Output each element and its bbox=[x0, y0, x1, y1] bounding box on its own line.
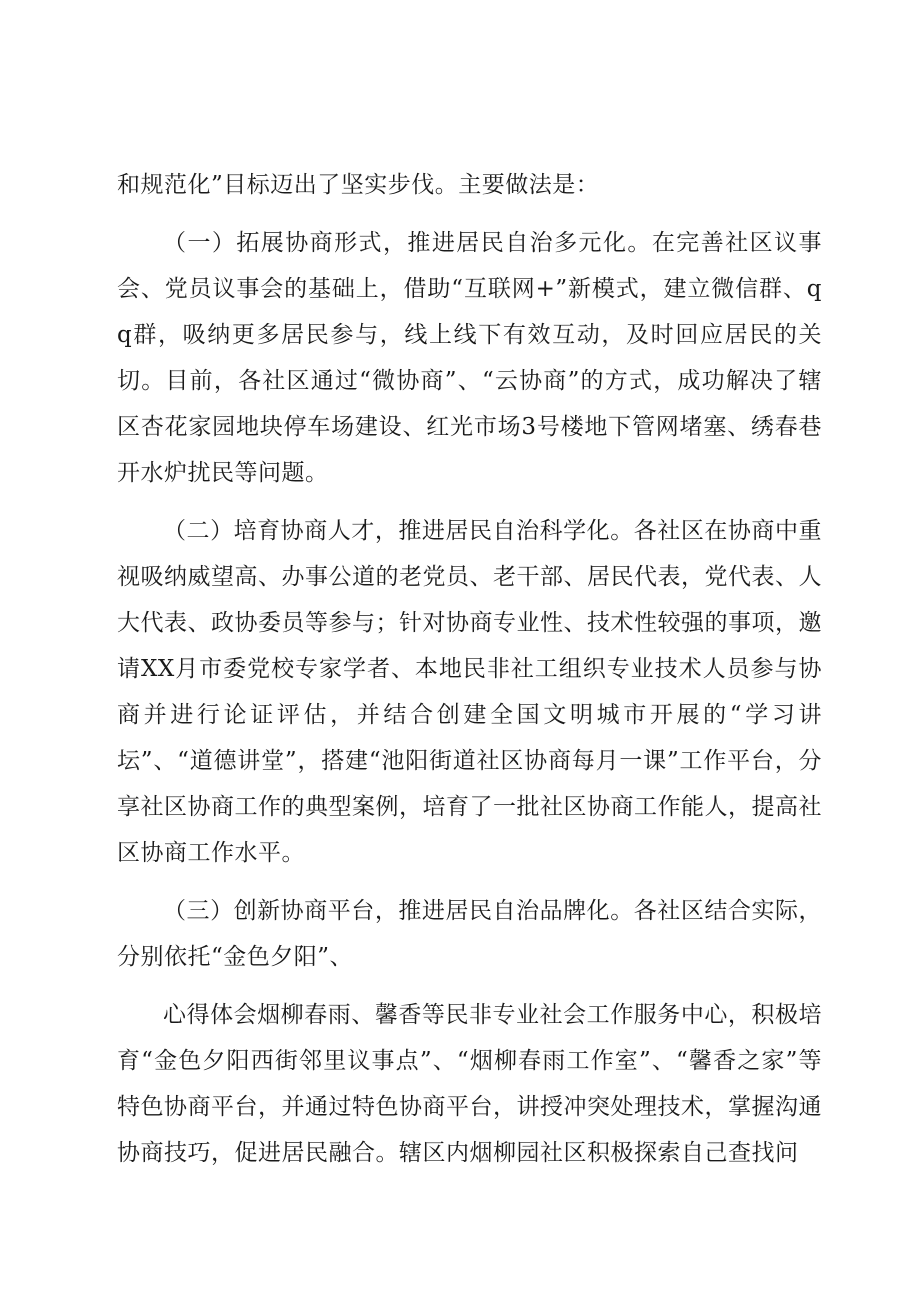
paragraph-section-3: （三）创新协商平台，推进居民自治品牌化。各社区结合实际，分别依托“金色夕阳”、 bbox=[117, 898, 822, 970]
document-page bbox=[117, 162, 822, 1176]
paragraph-section-2: （二）培育协商人才，推进居民自治科学化。各社区在协商中重视吸纳威望高、办事公道的老党员、老干部、居民代表，党代表、人大代表、政协委员等参与；针对协商专业性、技术性较强的事项，邀请XX月市委党校专家学者、本地民非社工组织专业技术人员参与协商并进行论证评估，并结合创建全国文明城市开展的“学习讲坛”、“道德讲堂”，搭建“池阳街道社区协商每月一课”工作平台，分享社区协商工作的典型案例，培育了一批社区协商工作能人，提高社区协商工作水平。 bbox=[117, 518, 822, 866]
paragraph-section-1: （一）拓展协商形式，推进居民自治多元化。在完善社区议事会、党员议事会的基础上，借助“互联网+”新模式，建立微信群、qq群，吸纳更多居民参与，线上线下有效互动，及时回应居民的关切。目前，各社区通过“微协商”、“云协商”的方式，成功解决了辖区杏花家园地块停车场建设、红光市场3号楼地下管网堵塞、绣春巷开水炉扰民等问题。 bbox=[117, 230, 822, 486]
paragraph-section-3-continued: 心得体会烟柳春雨、馨香等民非专业社会工作服务中心，积极培育“金色夕阳西街邻里议事点”、“烟柳春雨工作室”、“馨香之家”等特色协商平台，并通过特色协商平台，讲授冲突处理技术，掌握沟通协商技巧，促进居民融合。辖区内烟柳园社区积极探索自己查找问 bbox=[117, 1002, 822, 1166]
paragraph-continuation: 和规范化”目标迈出了坚实步伐。主要做法是： bbox=[117, 172, 600, 198]
